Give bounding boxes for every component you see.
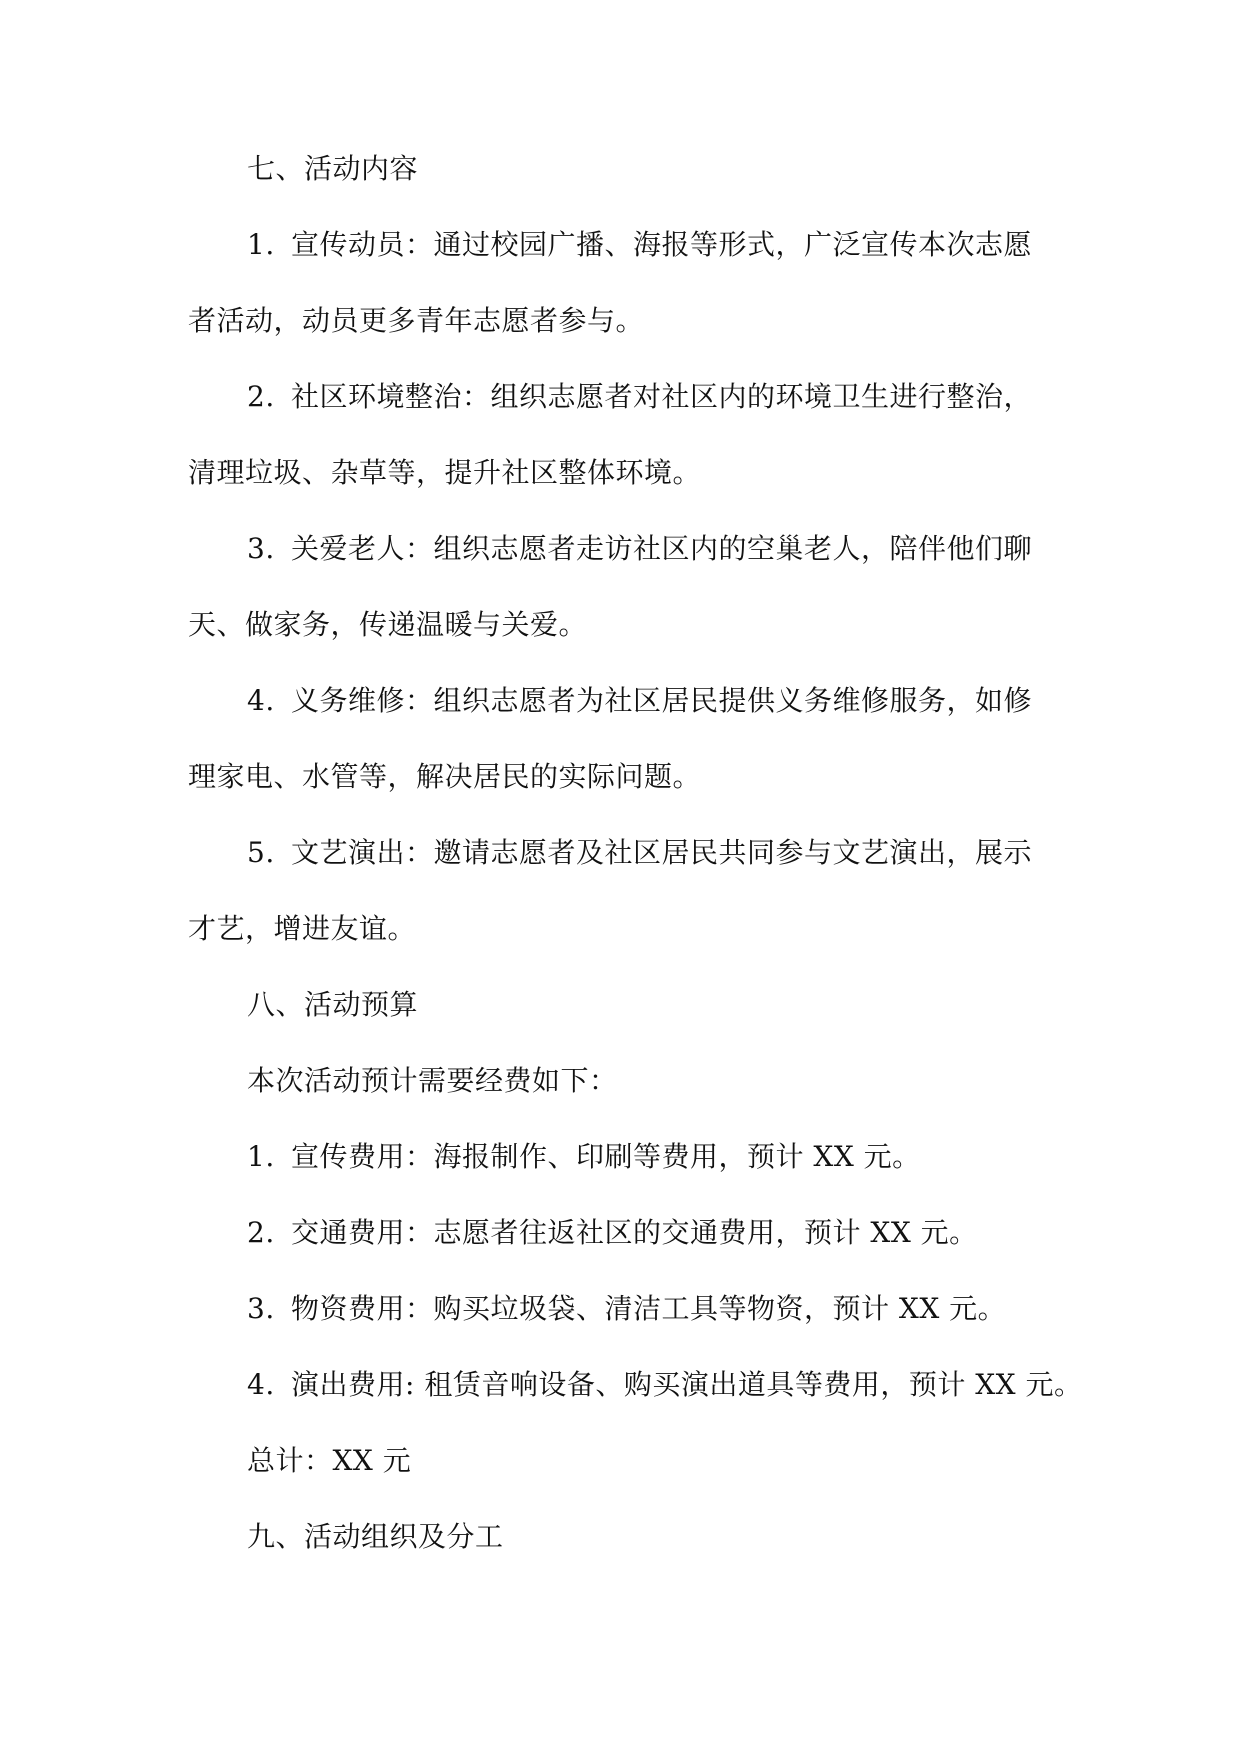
item-number: 2. xyxy=(247,380,275,413)
item-text-line1: 文艺演出：邀请志愿者及社区居民共同参与文艺演出，展示 xyxy=(291,836,1033,869)
section-heading-organization: 九、活动组织及分工 xyxy=(247,1520,504,1553)
section-heading-activity-content: 七、活动内容 xyxy=(247,152,419,185)
item-number: 3. xyxy=(247,532,275,565)
activity-item-5 xyxy=(188,834,1058,948)
item-number: 1. xyxy=(247,228,275,261)
document-body xyxy=(188,150,1083,1556)
item-text-line2: 才艺，增进友谊。 xyxy=(188,912,417,945)
item-text-line2: 天、做家务，传递温暖与关爱。 xyxy=(188,608,588,641)
budget-item-3 xyxy=(188,1290,1058,1328)
activity-item-4 xyxy=(188,682,1058,796)
item-number: 3. xyxy=(247,1292,275,1325)
section-heading-budget: 八、活动预算 xyxy=(247,988,419,1021)
item-text-line2: 者活动，动员更多青年志愿者参与。 xyxy=(188,304,645,337)
budget-item-1 xyxy=(188,1138,1058,1176)
budget-total: 总计：XX 元 xyxy=(247,1444,412,1477)
item-text-line1: 义务维修：组织志愿者为社区居民提供义务维修服务，如修 xyxy=(291,684,1033,717)
budget-item-2 xyxy=(188,1214,1058,1252)
budget-item-4 xyxy=(188,1366,1083,1404)
item-text-line2: 清理垃圾、杂草等，提升社区整体环境。 xyxy=(188,456,702,489)
item-number: 4. xyxy=(247,684,275,717)
item-text: 演出费用: 租赁音响设备、购买演出道具等费用，预计 XX 元。 xyxy=(291,1368,1083,1401)
activity-item-2 xyxy=(188,378,1058,492)
item-text: 交通费用：志愿者往返社区的交通费用，预计 XX 元。 xyxy=(291,1216,978,1249)
item-text-line2: 理家电、水管等，解决居民的实际问题。 xyxy=(188,760,702,793)
item-text-line1: 宣传动员：通过校园广播、海报等形式，广泛宣传本次志愿 xyxy=(291,228,1033,261)
item-text: 宣传费用：海报制作、印刷等费用，预计 XX 元。 xyxy=(291,1140,921,1173)
budget-intro: 本次活动预计需要经费如下： xyxy=(247,1064,618,1097)
activity-item-3 xyxy=(188,530,1058,644)
item-number: 5. xyxy=(247,836,275,869)
activity-item-1 xyxy=(188,226,1058,340)
item-text: 物资费用：购买垃圾袋、清洁工具等物资，预计 XX 元。 xyxy=(291,1292,1007,1325)
item-number: 1. xyxy=(247,1140,275,1173)
item-text-line1: 关爱老人：组织志愿者走访社区内的空巢老人，陪伴他们聊 xyxy=(291,532,1033,565)
item-number: 2. xyxy=(247,1216,275,1249)
item-text-line1: 社区环境整治：组织志愿者对社区内的环境卫生进行整治， xyxy=(291,380,1033,413)
item-number: 4. xyxy=(247,1368,275,1401)
